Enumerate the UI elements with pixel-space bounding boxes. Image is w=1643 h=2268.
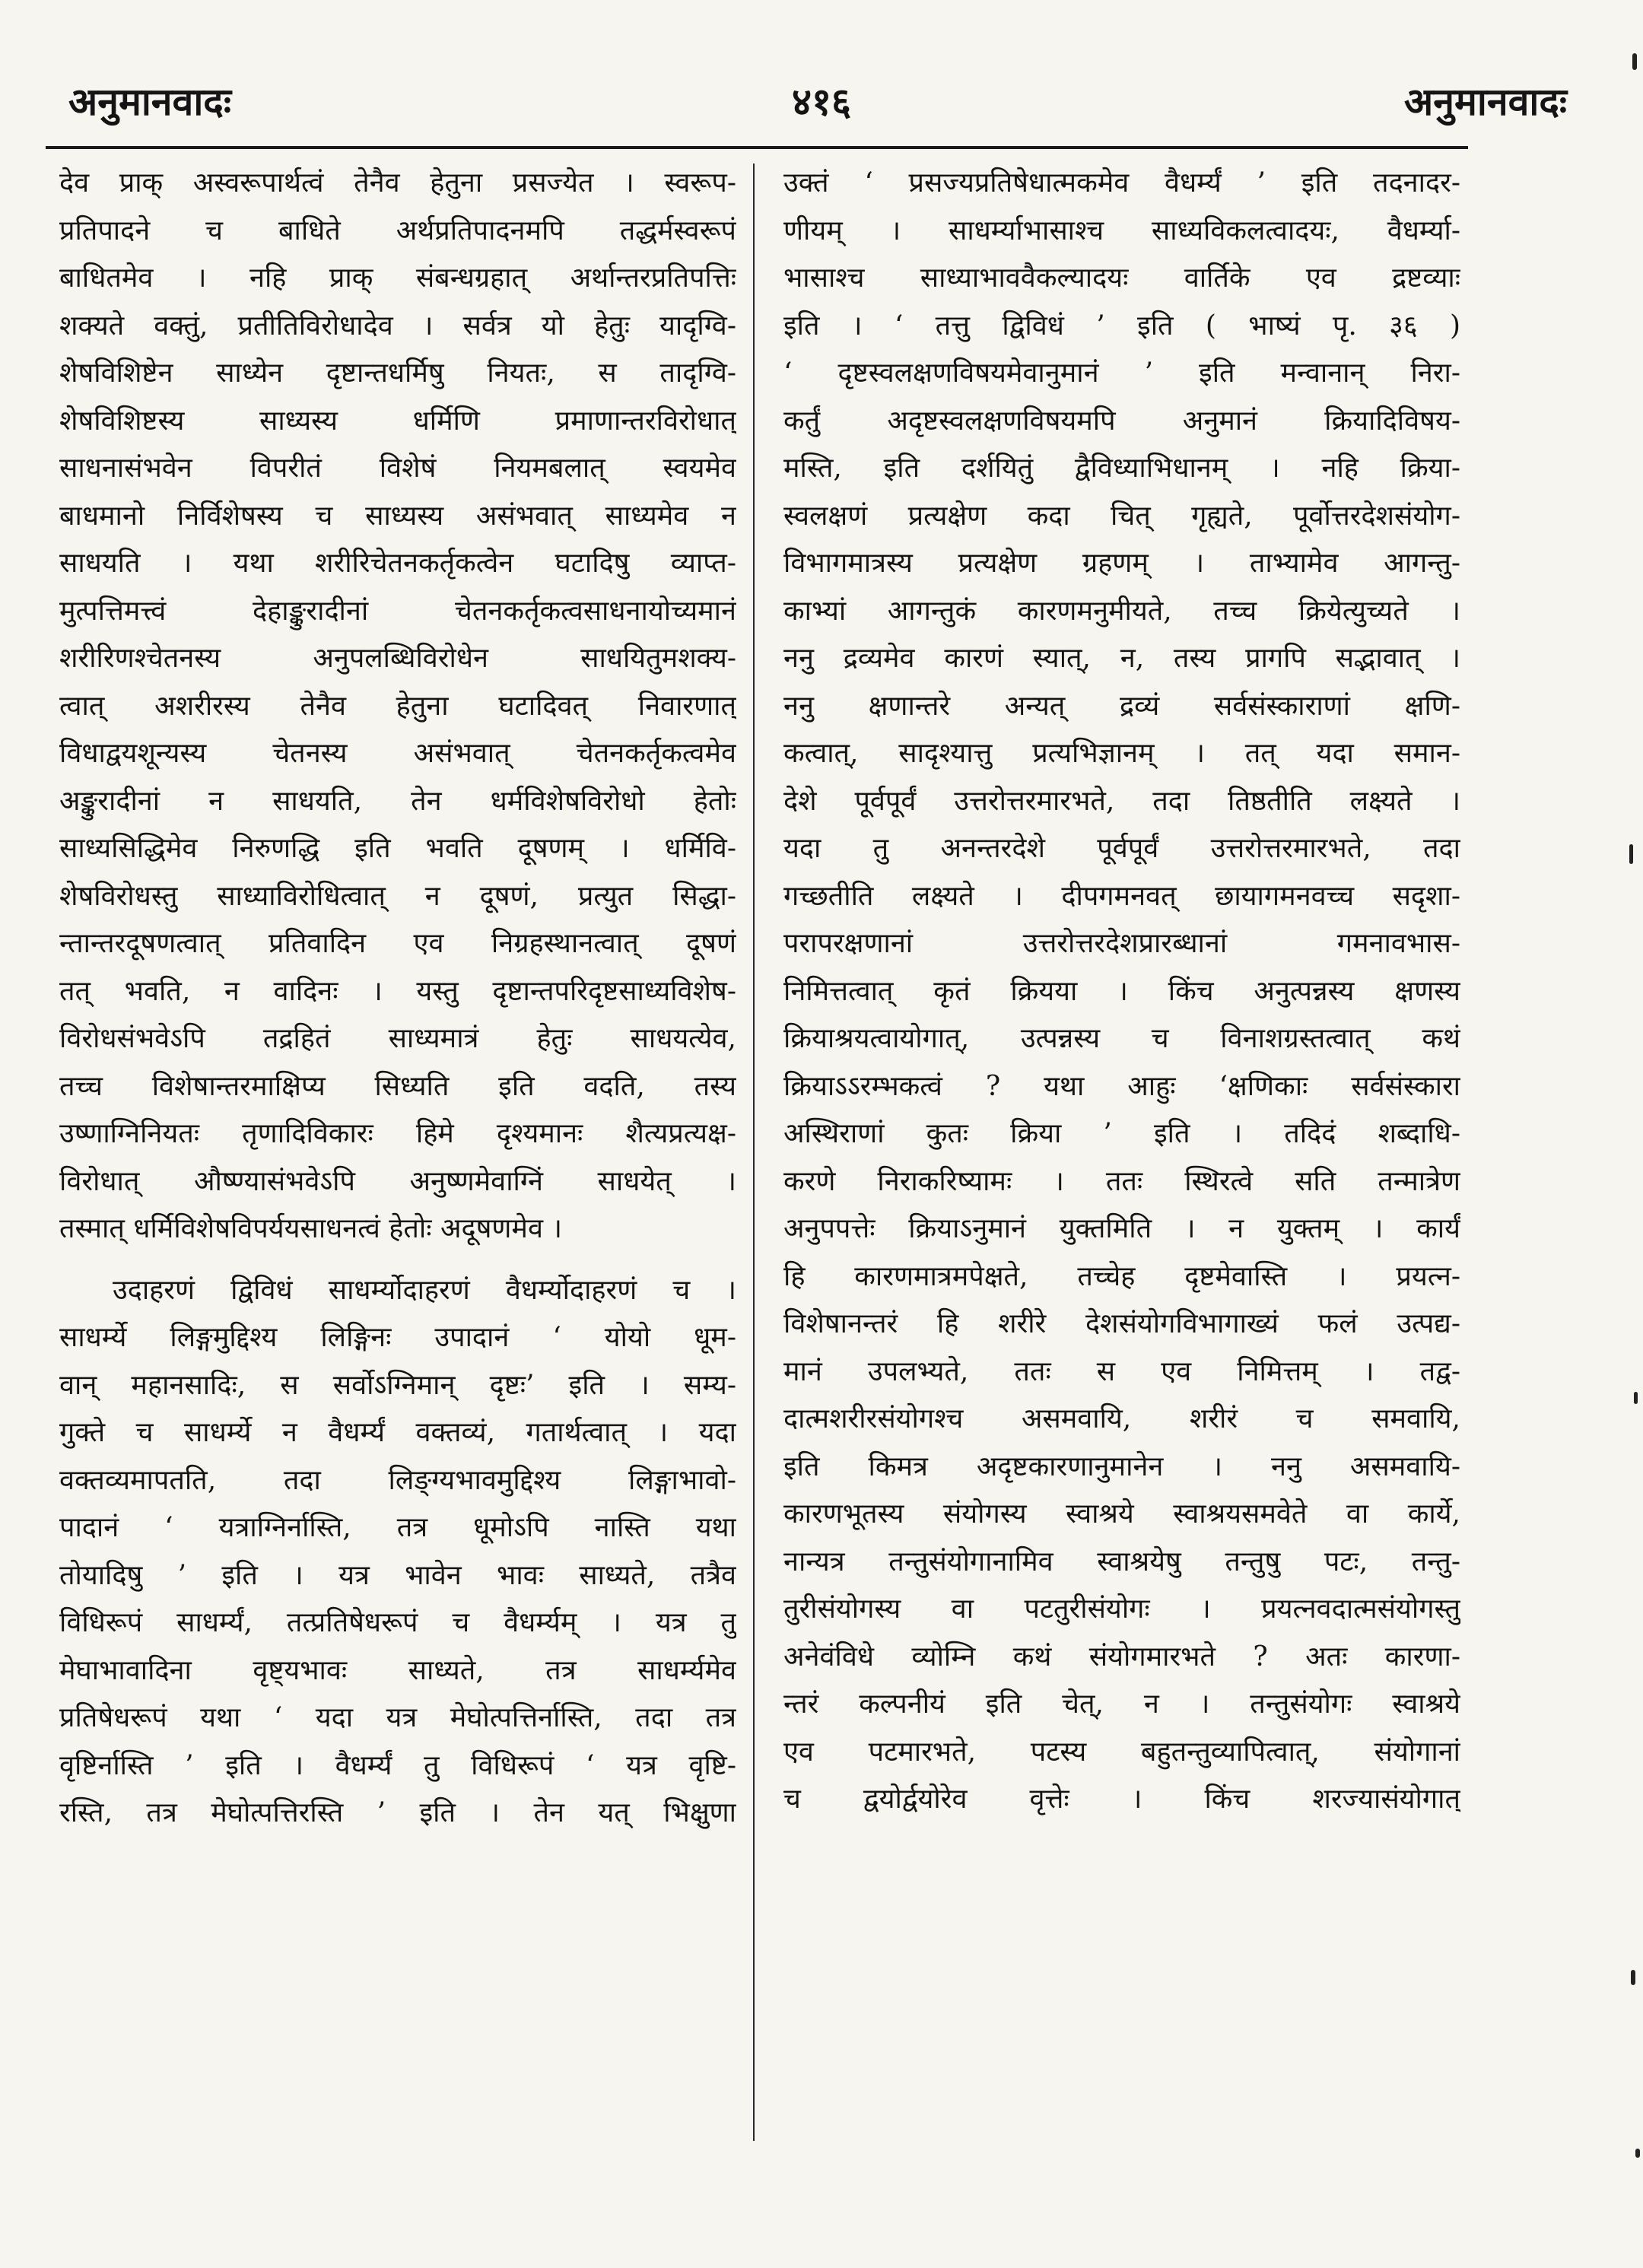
running-head [46,67,1597,128]
text-line: अस्थिराणां कुतः क्रिया ’ इति । तदिदं शब्दाधि- [783,1118,1460,1149]
text-line: गुक्ते च साधर्म्ये न वैधर्म्यं वक्तव्यं, गतार्थत्वात् । यदा [59,1417,736,1448]
scan-artifact [1632,53,1637,70]
text-line: तुरीसंयोगस्य वा पटतुरीसंयोगः । प्रयत्नवदात्मसंयोगस्तु [783,1593,1460,1625]
text-line: करणे निराकरिष्यामः । ततः स्थिरत्वे सति तन्मात्रेण [783,1165,1460,1197]
text-line: इति किमत्र अदृष्टकारणानुमानेन । ननु असमवायि- [783,1450,1460,1482]
text-line: प्रतिषेधरूपं यथा ‘ यदा यत्र मेघोत्पत्तिर्नास्ति, तदा तत्र [59,1702,736,1733]
text-line: शक्यते वक्तुं, प्रतीतिविरोधादेव । सर्वत्र यो हेतुः यादृग्वि- [59,310,736,341]
text-line: स्वलक्षणं प्रत्यक्षेण कदा चित् गृह्यते, पूर्वोत्तरदेशसंयोग- [783,500,1460,532]
text-line: च द्वयोर्द्वयोरेव वृत्तेः । किंच शरज्यासंयोगात् [783,1784,1460,1815]
text-line: पादानं ‘ यत्राग्निर्नास्ति, तत्र धूमोऽपि नास्ति यथा [59,1512,736,1543]
text-line: मस्ति, इति दर्शयितुं द्वैविध्याभिधानम् । नहि क्रिया- [783,453,1460,484]
text-line: रस्ति, तत्र मेघोत्पत्तिरस्ति ’ इति । तेन यत् भिक्षुणा [59,1797,736,1828]
paragraph-gap [59,1253,736,1267]
text-line: कारणभूतस्य संयोगस्य स्वाश्रये स्वाश्रयसमवेते वा कार्ये, [783,1498,1460,1529]
text-line: उदाहरणं द्विविधं साधर्म्योदाहरणं वैधर्म्योदाहरणं च । [113,1274,736,1306]
running-title-left: अनुमानवादः [68,80,231,124]
text-line: न्तरं कल्पनीयं इति चेत्, न । तन्तुसंयोगः स्वाश्रये [783,1688,1460,1720]
text-line: साध्यसिद्धिमेव निरुणद्धि इति भवति दूषणम् । धर्मिवि- [59,833,736,864]
text-line: दात्मशरीरसंयोगश्च असमवायि, शरीरं च समवायि, [783,1403,1460,1434]
text-line: मानं उपलभ्यते, ततः स एव निमित्तम् । तद्व- [783,1355,1460,1387]
text-line: विभागमात्रस्य प्रत्यक्षेण ग्रहणम् । ताभ्यामेव आगन्तु- [783,548,1460,579]
text-line: शेषविशिष्टस्य साध्यस्य धर्मिणि प्रमाणान्तरविरोधात् [59,405,736,437]
text-line: बाधमानो निर्विशेषस्य च साध्यस्य असंभवात् साध्यमेव न [59,500,736,532]
text-line: अनुपपत्तेः क्रियाऽनुमानं युक्तमिति । न युक्तम् । कार्यं [783,1213,1460,1244]
text-line: वक्तव्यमापतति, तदा लिङ्ग्यभावमुद्दिश्य लिङ्गाभावो- [59,1464,736,1496]
text-line: त्वात् अशरीरस्य तेनैव हेतुना घटादिवत् निवारणात् [59,690,736,722]
text-line: उक्तं ‘ प्रसज्यप्रतिषेधात्मकमेव वैधर्म्यं ’ इति तदनादर- [783,167,1460,199]
text-line: देव प्राक् अस्वरूपार्थत्वं तेनैव हेतुना प्रसज्येत । स्वरूप- [59,167,736,199]
text-line: नान्यत्र तन्तुसंयोगानामिव स्वाश्रयेषु तन्तुषु पटः, तन्तु- [783,1545,1460,1577]
text-line: इति । ‘ तत्तु द्विविधं ’ इति ( भाष्यं पृ. ३६ ) [783,310,1460,341]
text-line: तोयादिषु ’ इति । यत्र भावेन भावः साध्यते, तत्रैव [59,1559,736,1591]
text-line: वृष्टिर्नास्ति ’ इति । वैधर्म्यं तु विधिरूपं ‘ यत्र वृष्टि- [59,1749,736,1781]
text-line: उष्णाग्निनियतः तृणादिविकारः हिमे दृश्यमानः शैत्यप्रत्यक्ष- [59,1118,736,1149]
scan-artifact [1629,844,1633,864]
text-line: एव पटमारभते, पटस्य बहुतन्तुव्यापित्वात्, संयोगानां [783,1736,1460,1768]
text-line: भासाश्च साध्याभाववैकल्यादयः वार्तिके एव द्रष्टव्याः [783,262,1460,294]
text-line: शेषविशिष्टेन साध्येन दृष्टान्तधर्मिषु नियतः, स तादृग्वि- [59,357,736,389]
text-line: निमित्तत्वात् कृतं क्रियया । किंच अनुत्पन्नस्य क्षणस्य [783,975,1460,1007]
text-line: विधाद्वयशून्यस्य चेतनस्य असंभवात् चेतनकर्तृकत्वमेव [59,738,736,769]
text-line: यदा तु अनन्तरदेशे पूर्वपूर्वं उत्तरोत्तरमारभते, तदा [783,833,1460,864]
text-line: अनेवंविधे व्योम्नि कथं संयोगमारभते ? अतः कारणा- [783,1641,1460,1672]
text-line: तत् भवति, न वादिनः । यस्तु दृष्टान्तपरिदृष्टसाध्यविशेष- [59,975,736,1007]
column-divider [753,164,755,2141]
text-line: न्तान्तरदूषणत्वात् प्रतिवादिन एव निग्रहस्थानत्वात् दूषणं [59,928,736,959]
running-title-right: अनुमानवादः [1404,80,1567,124]
text-line: ननु द्रव्यमेव कारणं स्यात्, न, तस्य प्रागपि सद्भावात् । [783,643,1460,674]
text-line: कर्तुं अदृष्टस्वलक्षणविषयमपि अनुमानं क्रियादिविषय- [783,405,1460,437]
text-line: परापरक्षणानां उत्तरोत्तरदेशप्रारब्धानां गमनावभास- [783,928,1460,959]
text-line: ननु क्षणान्तरे अन्यत् द्रव्यं सर्वसंस्काराणां क्षणि- [783,690,1460,722]
text-line: बाधितमेव । नहि प्राक् संबन्धग्रहात् अर्थान्तरप्रतिपत्तिः [59,262,736,294]
text-line: गच्छतीति लक्ष्यते । दीपगमनवत् छायागमनवच्च सदृशा- [783,880,1460,912]
text-line: तस्मात् धर्मिविशेषविपर्ययसाधनत्वं हेतोः अदूषणमेव । [59,1213,563,1244]
text-line: साधर्म्ये लिङ्गमुद्दिश्य लिङ्गिनः उपादानं ‘ योयो धूम- [59,1322,736,1353]
text-line: विधिरूपं साधर्म्यं, तत्प्रतिषेधरूपं च वैधर्म्यम् । यत्र तु [59,1607,736,1638]
scan-artifact [1634,1392,1638,1404]
text-line: शेषविरोधस्तु साध्याविरोधित्वात् न दूषणं, प्रत्युत सिद्धा- [59,880,736,912]
left-column [59,160,736,2213]
header-rule [46,146,1468,149]
text-line: णीयम् । साधर्म्याभासाश्च साध्यविकलत्वादयः, वैधर्म्या- [783,214,1460,246]
right-column [783,160,1460,2213]
text-line: विशेषानन्तरं हि शरीरे देशसंयोगविभागाख्यं फलं उत्पद्य- [783,1308,1460,1339]
text-line: मुत्पत्तिमत्त्वं देहाङ्कुरादीनां चेतनकर्तृकत्वसाधनायोच्यमानं [59,595,736,627]
text-line: विरोधसंभवेऽपि तद्रहितं साध्यमात्रं हेतुः साधयत्येव, [59,1023,736,1054]
text-line: प्रतिपादने च बाधिते अर्थप्रतिपादनमपि तद्धर्मस्वरूपं [59,214,736,246]
page-number: ४१६ [792,80,851,124]
scan-artifact [1635,2149,1640,2158]
text-line: शरीरिणश्चेतनस्य अनुपलब्धिविरोधेन साधयितुमशक्य- [59,643,736,674]
text-line: देशे पूर्वपूर्वं उत्तरोत्तरमारभते, तदा तिष्ठतीति लक्ष्यते । [783,785,1460,817]
text-line: तच्च विशेषान्तरमाक्षिप्य सिध्यति इति वदति, तस्य [59,1070,736,1102]
text-line: वान् महानसादिः, स सर्वोऽग्निमान् दृष्टः’ इति । सम्य- [59,1369,736,1401]
text-line: साधनासंभवेन विपरीतं विशेषं नियमबलात् स्वयमेव [59,453,736,484]
text-line: हि कारणमात्रमपेक्षते, तच्चेह दृष्टमेवास्ति । प्रयत्न- [783,1260,1460,1292]
text-line: मेघाभावादिना वृष्ट्यभावः साध्यते, तत्र साधर्म्यमेव [59,1654,736,1686]
text-line: काभ्यां आगन्तुकं कारणमनुमीयते, तच्च क्रियेत्युच्यते । [783,595,1460,627]
scan-artifact [1631,1970,1635,1985]
text-line: क्रियाश्रयत्वायोगात्, उत्पन्नस्य च विनाशग्रस्तत्वात् कथं [783,1023,1460,1054]
text-line: विरोधात् औष्ण्यासंभवेऽपि अनुष्णमेवाग्निं साधयेत् । [59,1165,736,1197]
text-line: अङ्कुरादीनां न साधयति, तेन धर्मविशेषविरोधो हेतोः [59,785,736,817]
text-line: कत्वात्, सादृश्यात्तु प्रत्यभिज्ञानम् । तत् यदा समान- [783,738,1460,769]
text-line: क्रियाऽऽरम्भकत्वं ? यथा आहुः ‘क्षणिकाः सर्वसंस्कारा [783,1070,1460,1102]
text-line: ‘ दृष्टस्वलक्षणविषयमेवानुमानं ’ इति मन्वानान् निरा- [783,357,1460,389]
text-line: साधयति । यथा शरीरिचेतनकर्तृकत्वेन घटादिषु व्याप्त- [59,548,736,579]
